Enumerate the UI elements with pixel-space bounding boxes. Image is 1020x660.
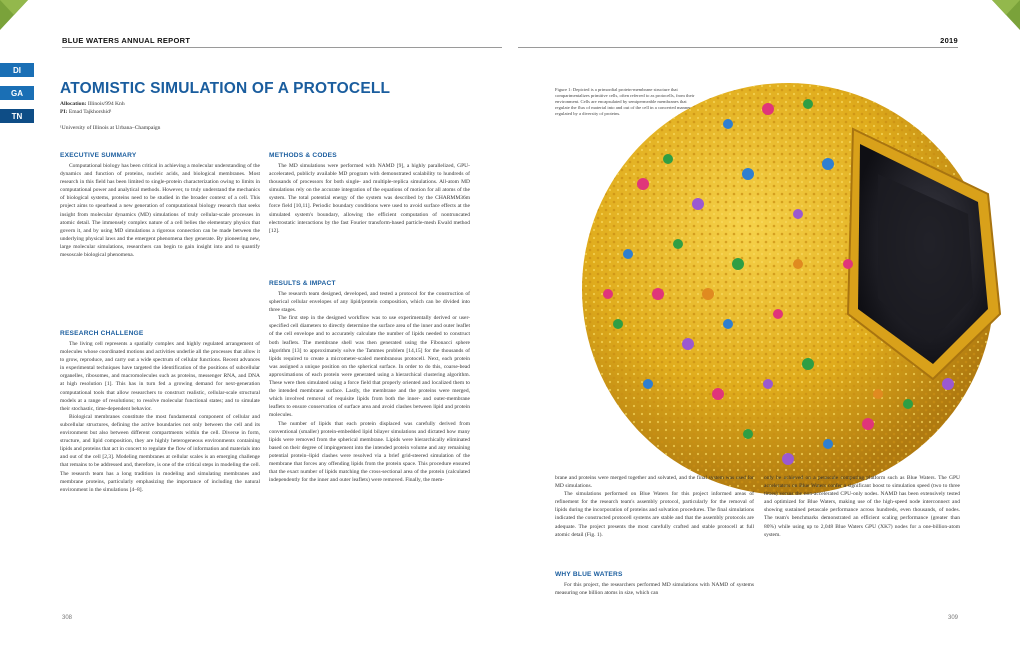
page-number-right: 309 bbox=[947, 615, 958, 621]
tag-ga: GA bbox=[0, 86, 34, 100]
header-rule-right bbox=[518, 47, 958, 48]
protocell-figure bbox=[548, 64, 1018, 509]
paragraph: The MD simulations were performed with NAMD [9], a highly parallelized, GPU-accelerated, publicly available MD program with demonstrated scalability to hundreds of thousands of processors for both single- and multiple-replica simulations. All-atom MD simulations rely on the accurate integration of the equations of motion for all atoms of the system. The total potential energy of the system was described by the CHARMM36m force field [10,11]. Periodic boundary conditions were used to avoid surface effects at the simulated system's boundary, allowing the efficient computation of nontruncated electrostatic interactions by the fast Fourier transform-based particle-mesh Ewald method [12]. bbox=[269, 163, 470, 234]
paragraph: Computational biology has been critical in achieving a molecular understanding of the dynamics and function of proteins, nucleic acids, and biological membranes. Most research in this field has been limited to single-protein characterization owing to limits in computational power and analytical methods. However, to truly understand the mechanics of biological systems, proteins need to be studied in the broader context of a cell. This project aims to spearhead a new generation of computational biology research that seeks insight from molecular dynamics (MD) simulations of truly cellular-scale processes in atomic detail. The immensely complex nature of a cell belies the elementary physics that govern it, and by using MD simulations a rigorous connection can be made between the underlying physical laws and the emergent phenomena they generate. By pioneering new, large molecular simulations, researchers can begin to gain insight into and to quantify mesoscale biological phenomena. bbox=[60, 163, 260, 259]
why-blue-waters-body bbox=[555, 581, 754, 597]
paragraph: The number of lipids that each protein displaced was carefully derived from conventional (smaller) protein-embedded lipid bilayer simulations and dictated how many lipids were removed from the spherical membrane. Lipids were hierarchically eliminated based on their degree of impingement into the intended protein volume and any remaining potential protein–lipid clashes were resolved via a brief grid-steered simulation of the membrane that forces any offending lipids from the protein space. This procedure ensured that the exact number of lipids matching the cross-sectional area of the protein (calculated independently for the inner and outer leaflets) were removed. Finally, the mem- bbox=[269, 420, 470, 484]
paragraph: The simulations performed on Blue Waters for this project informed areas of refinement for the research team's assembly protocol, particularly for the removal of lipids during the incorporation of proteins and solvation procedures. The final simulations indicated the constructed protocell systems are stable and that the assembly protocols are adequate. The project presents the most carefully crafted and stable protocell at full atomic detail (Fig. 1). bbox=[555, 491, 754, 538]
affiliation: ¹University of Illinois at Urbana–Champaign bbox=[60, 125, 161, 131]
paragraph: only be achieved on a petascale computing platform such as Blue Waters. The GPU accelerators on Blue Waters confer a significant boost to simulation speed (two to three times) versus the non-accelerated CPU-only nodes. NAMD has been extensively tested and optimized for Blue Waters, making use of the high-speed node interconnect and showing sustained petascale performance across hundreds, even thousands, of nodes. The team's benchmarks demonstrated an efficient scaling performance (greater than 80%) while using up to 2,048 Blue Waters GPU (XK7) nodes for a one-billion-atom system. bbox=[764, 475, 960, 538]
paragraph: brane and proteins were merged together and solvated, and the final system was used for MD simulations. bbox=[555, 475, 754, 490]
allocation-label: Allocation: bbox=[60, 101, 87, 107]
corner-decoration-left bbox=[0, 0, 28, 30]
results-impact-body bbox=[269, 290, 470, 484]
why-blue-waters-continued-body bbox=[764, 474, 960, 539]
pi-label: PI: bbox=[60, 109, 68, 115]
pi-line bbox=[60, 109, 112, 115]
heading-results-impact: RESULTS & IMPACT bbox=[269, 280, 336, 287]
tag-tn: TN bbox=[0, 109, 34, 123]
header-rule-left bbox=[62, 47, 502, 48]
heading-why-blue-waters: WHY BLUE WATERS bbox=[555, 571, 623, 578]
page-number-left: 308 bbox=[62, 615, 73, 621]
tag-di: DI bbox=[0, 63, 34, 77]
figure-caption: Figure 1: Depicted is a primordial protein-membrane structure that compartmentalizes primitive cells, often referred to as protocells, from their environment. Cells are encapsulated by semipermeable membranes that regulate the flux of material into and out of the cell in a concerted manner regulated by a diversity of proteins. bbox=[555, 87, 695, 116]
paragraph: The living cell represents a spatially complex and highly regulated arrangement of molecules whose coordinated motions and activities underlie all the processes that allow it to grow, reproduce, and carry out a wide spectrum of cellular functions. Recent advances in experimental techniques have targeted the identification of the positions of subcellular organelles, ribosomes, and macromolecules such as proteins, messenger RNA, and DNA at high resolution [1]. This has in turn fed a growing demand for next-generation computational tools that allow researchers to construct realistic, cellular-scale structural models at a range of resolutions; to resolve molecular functional states; and to simulate their stochastic, time-dependent behavior. bbox=[60, 341, 260, 412]
article-title: ATOMISTIC SIMULATION OF A PROTOCELL bbox=[60, 80, 391, 97]
report-year: 2019 bbox=[940, 36, 958, 45]
allocation-line bbox=[60, 101, 125, 107]
paragraph: The research team designed, developed, and tested a protocol for the construction of spherical cellular envelopes of any lipid/protein composition, which can be divided into three stages. bbox=[269, 291, 470, 314]
paragraph: For this project, the researchers performed MD simulations with NAMD of systems measuring one billion atoms in size, which can bbox=[555, 582, 754, 597]
results-continued-body bbox=[555, 474, 754, 539]
pi-value: Emad Tajkhorshid¹ bbox=[68, 109, 112, 115]
heading-research-challenge: RESEARCH CHALLENGE bbox=[60, 330, 144, 337]
executive-summary-body bbox=[60, 162, 260, 259]
heading-executive-summary: EXECUTIVE SUMMARY bbox=[60, 152, 137, 159]
report-title: BLUE WATERS ANNUAL REPORT bbox=[62, 36, 191, 45]
research-challenge-body bbox=[60, 340, 260, 494]
allocation-value: Illinois/994 Knh bbox=[87, 101, 125, 107]
heading-methods-codes: METHODS & CODES bbox=[269, 152, 337, 159]
corner-decoration-right bbox=[992, 0, 1020, 30]
paragraph: The first step in the designed workflow was to use experimentally derived or user-specified cell diameters to directly determine the surface area of the inner and outer leaflet of the cell envelope and to accurately calculate the number of lipids needed to construct both leaflets. The membrane shell was then generated using the Fibonacci sphere algorithm [13] to approximately solve the Tammes problem [14,15] for the thousands of lipids required to create a micrometer-scaled membranous protocell. Next, each protein was assigned a unique position on the spherical surface. In order to do this, coarse-bead approximations of each protein were generated using a hierarchical clustering algorithm. These were then simulated using a force field that properly oriented and localized them to the intended membrane surface. Lastly, the membrane and the proteins were merged, which involved removal of requisite lipids from both the inner- and outer-membrane leaflets to ensure conservation of surface area and avoid clashes between lipid and protein molecules. bbox=[269, 315, 470, 419]
methods-codes-body bbox=[269, 162, 470, 235]
paragraph: Biological membranes constitute the most fundamental component of cellular and subcellular structures, defining the active boundaries not only between the cell and its environment but also between different compartments within the cell. Diverse in form, structure, and lipid composition, they are highly heterogeneous environments containing lipids and proteins that act in concert to regulate the flow of information and materials into and out of the cell [2,3]. Modeling membranes at cellular scales is an emerging challenge that remains to be addressed and, therefore, is one of the critical steps in modeling the cell. The research team has a long tradition in modeling and simulating membranes and membrane proteins, particularly emphasizing the importance of including the natural environment in the simulations [4–8]. bbox=[60, 413, 260, 493]
